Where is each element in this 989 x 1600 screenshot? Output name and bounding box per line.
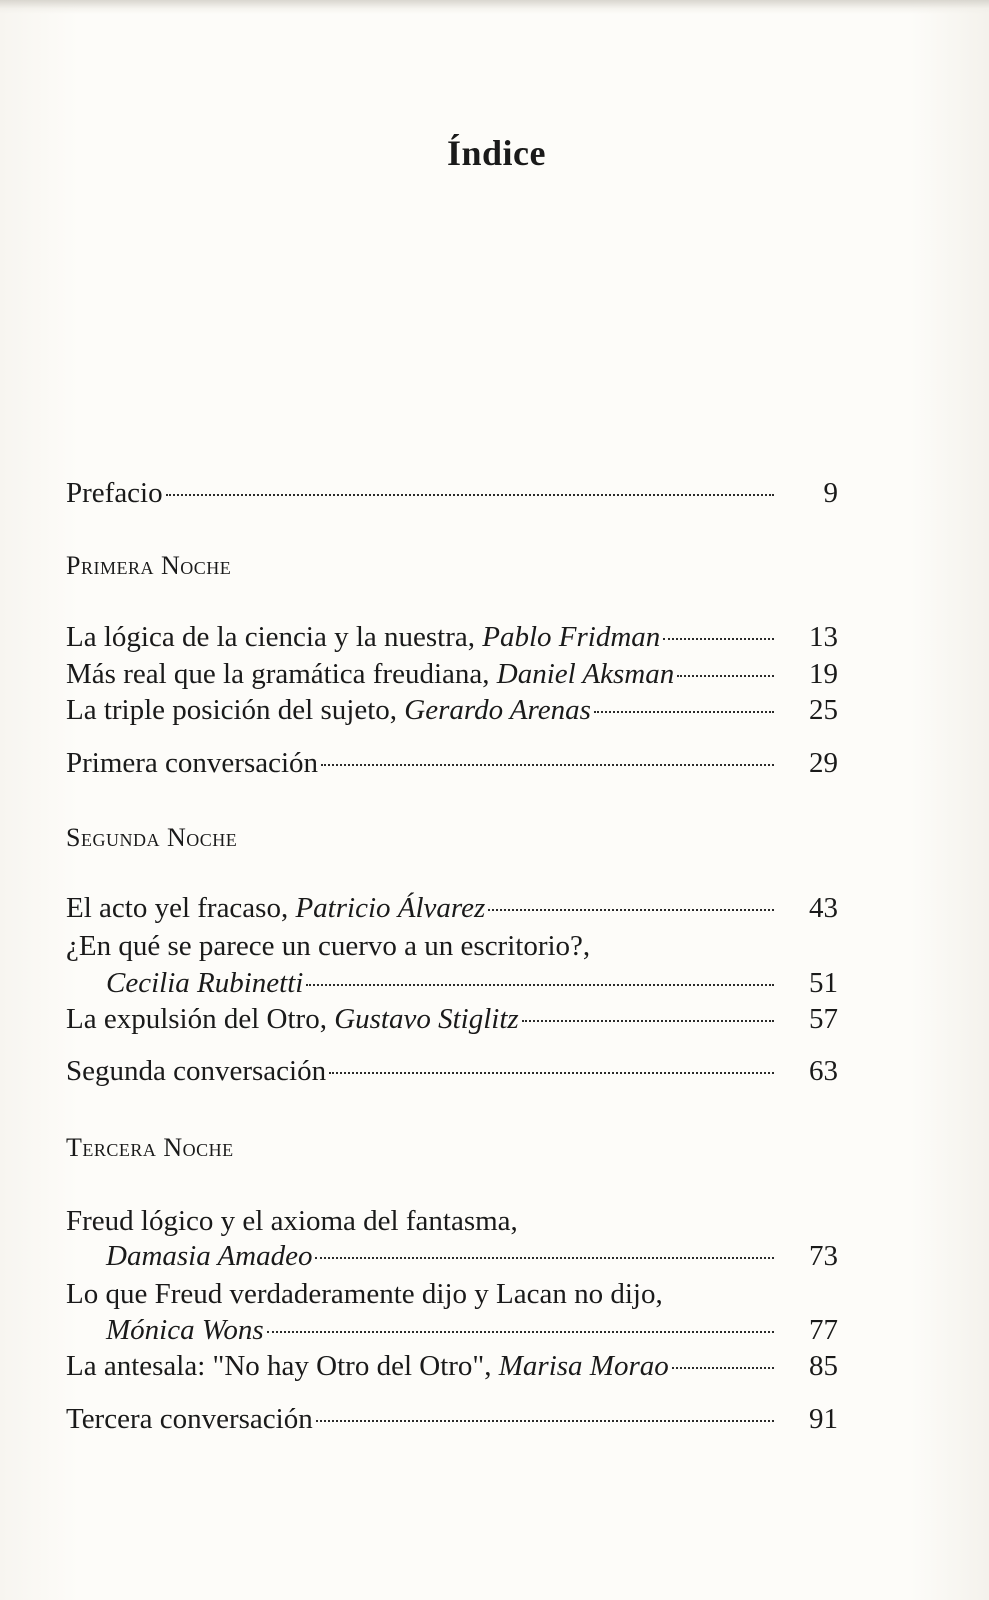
toc-page-number: 13 [809,621,838,653]
toc-entry-author: Cecilia Rubinetti [106,967,304,999]
dot-leader [672,1365,774,1369]
toc-page-number: 19 [809,658,838,690]
page-title: Índice [446,133,546,173]
toc-entry-title: La antesala: "No hay Otro del Otro", Marisa Morao [66,1350,669,1382]
section-heading-primera-noche: Primera Noche [66,551,232,580]
dot-leader [488,907,774,911]
dot-leader [594,709,774,713]
dot-leader [306,982,774,986]
toc-page-number: 43 [809,892,838,924]
toc-entry-author: Gustavo Stiglitz [334,1003,519,1035]
toc-page-number: 57 [809,1003,838,1035]
dot-leader [522,1018,774,1022]
toc-entry-prefacio [66,473,838,513]
toc-entry-title: Lo que Freud verdaderamente dijo y Lacan no dijo, [66,1278,663,1310]
dot-leader [166,492,774,496]
toc-page-number: 63 [809,1055,838,1087]
dot-leader [316,1418,774,1422]
dot-leader [663,636,774,640]
toc-page-number: 73 [809,1240,838,1272]
toc-entry-author: Marisa Morao [498,1350,669,1382]
toc-entry [66,1346,838,1386]
dot-leader [321,762,774,766]
toc-entry-conversation [66,743,838,783]
toc-entry-title: La expulsión del Otro, Gustavo Stiglitz [66,1003,519,1035]
toc-entry [66,1236,838,1276]
toc-entry-title: Tercera conversación [66,1403,313,1435]
toc-entry [66,999,838,1039]
section-heading-tercera-noche: Tercera Noche [66,1133,234,1162]
toc-page-number: 91 [809,1403,838,1435]
toc-entry-conversation [66,1051,838,1091]
toc-entry-title: Segunda conversación [66,1055,327,1087]
toc-entry [66,617,838,657]
dot-leader [267,1329,774,1333]
toc-page-number: 29 [809,747,838,779]
toc-entry [66,888,838,928]
toc-entry-title: Freud lógico y el axioma del fantasma, [66,1205,518,1237]
toc-entry [66,1310,838,1350]
toc-entry-author: Pablo Fridman [482,621,661,653]
toc-page-number: 85 [809,1350,838,1382]
toc-page-number: 51 [809,967,838,999]
toc-entry-author: Daniel Aksman [496,658,675,690]
toc-entry-title: ¿En qué se parece un cuervo a un escritorio?, [66,930,591,962]
toc-entry-author: Damasia Amadeo [106,1240,313,1272]
toc-page-number: 9 [823,477,838,509]
toc-entry-title: Prefacio [66,477,163,509]
toc-entry-title: Primera conversación [66,747,319,779]
dot-leader [329,1070,774,1074]
section-heading-segunda-noche: Segunda Noche [66,823,238,852]
toc-entry-author: Gerardo Arenas [404,694,591,726]
dot-leader [677,673,774,677]
toc-entry [66,963,838,1003]
toc-entry-title: Más real que la gramática freudiana, Daniel Aksman [66,658,675,690]
toc-entry-title: La triple posición del sujeto, Gerardo Arenas [66,694,591,726]
toc-entry-conversation [66,1399,838,1439]
toc-page-number: 77 [809,1314,838,1346]
toc-entry-author: Patricio Álvarez [295,892,486,924]
toc-entry-author: Mónica Wons [106,1314,264,1346]
toc-entry-title: El acto yel fracaso, Patricio Álvarez [66,892,486,924]
toc-entry [66,690,838,730]
toc-page-number: 25 [809,694,838,726]
page-top-edge [0,0,989,14]
toc-entry-title: La lógica de la ciencia y la nuestra, Pablo Fridman [66,621,661,653]
toc-entry [66,654,838,694]
dot-leader [315,1255,774,1259]
